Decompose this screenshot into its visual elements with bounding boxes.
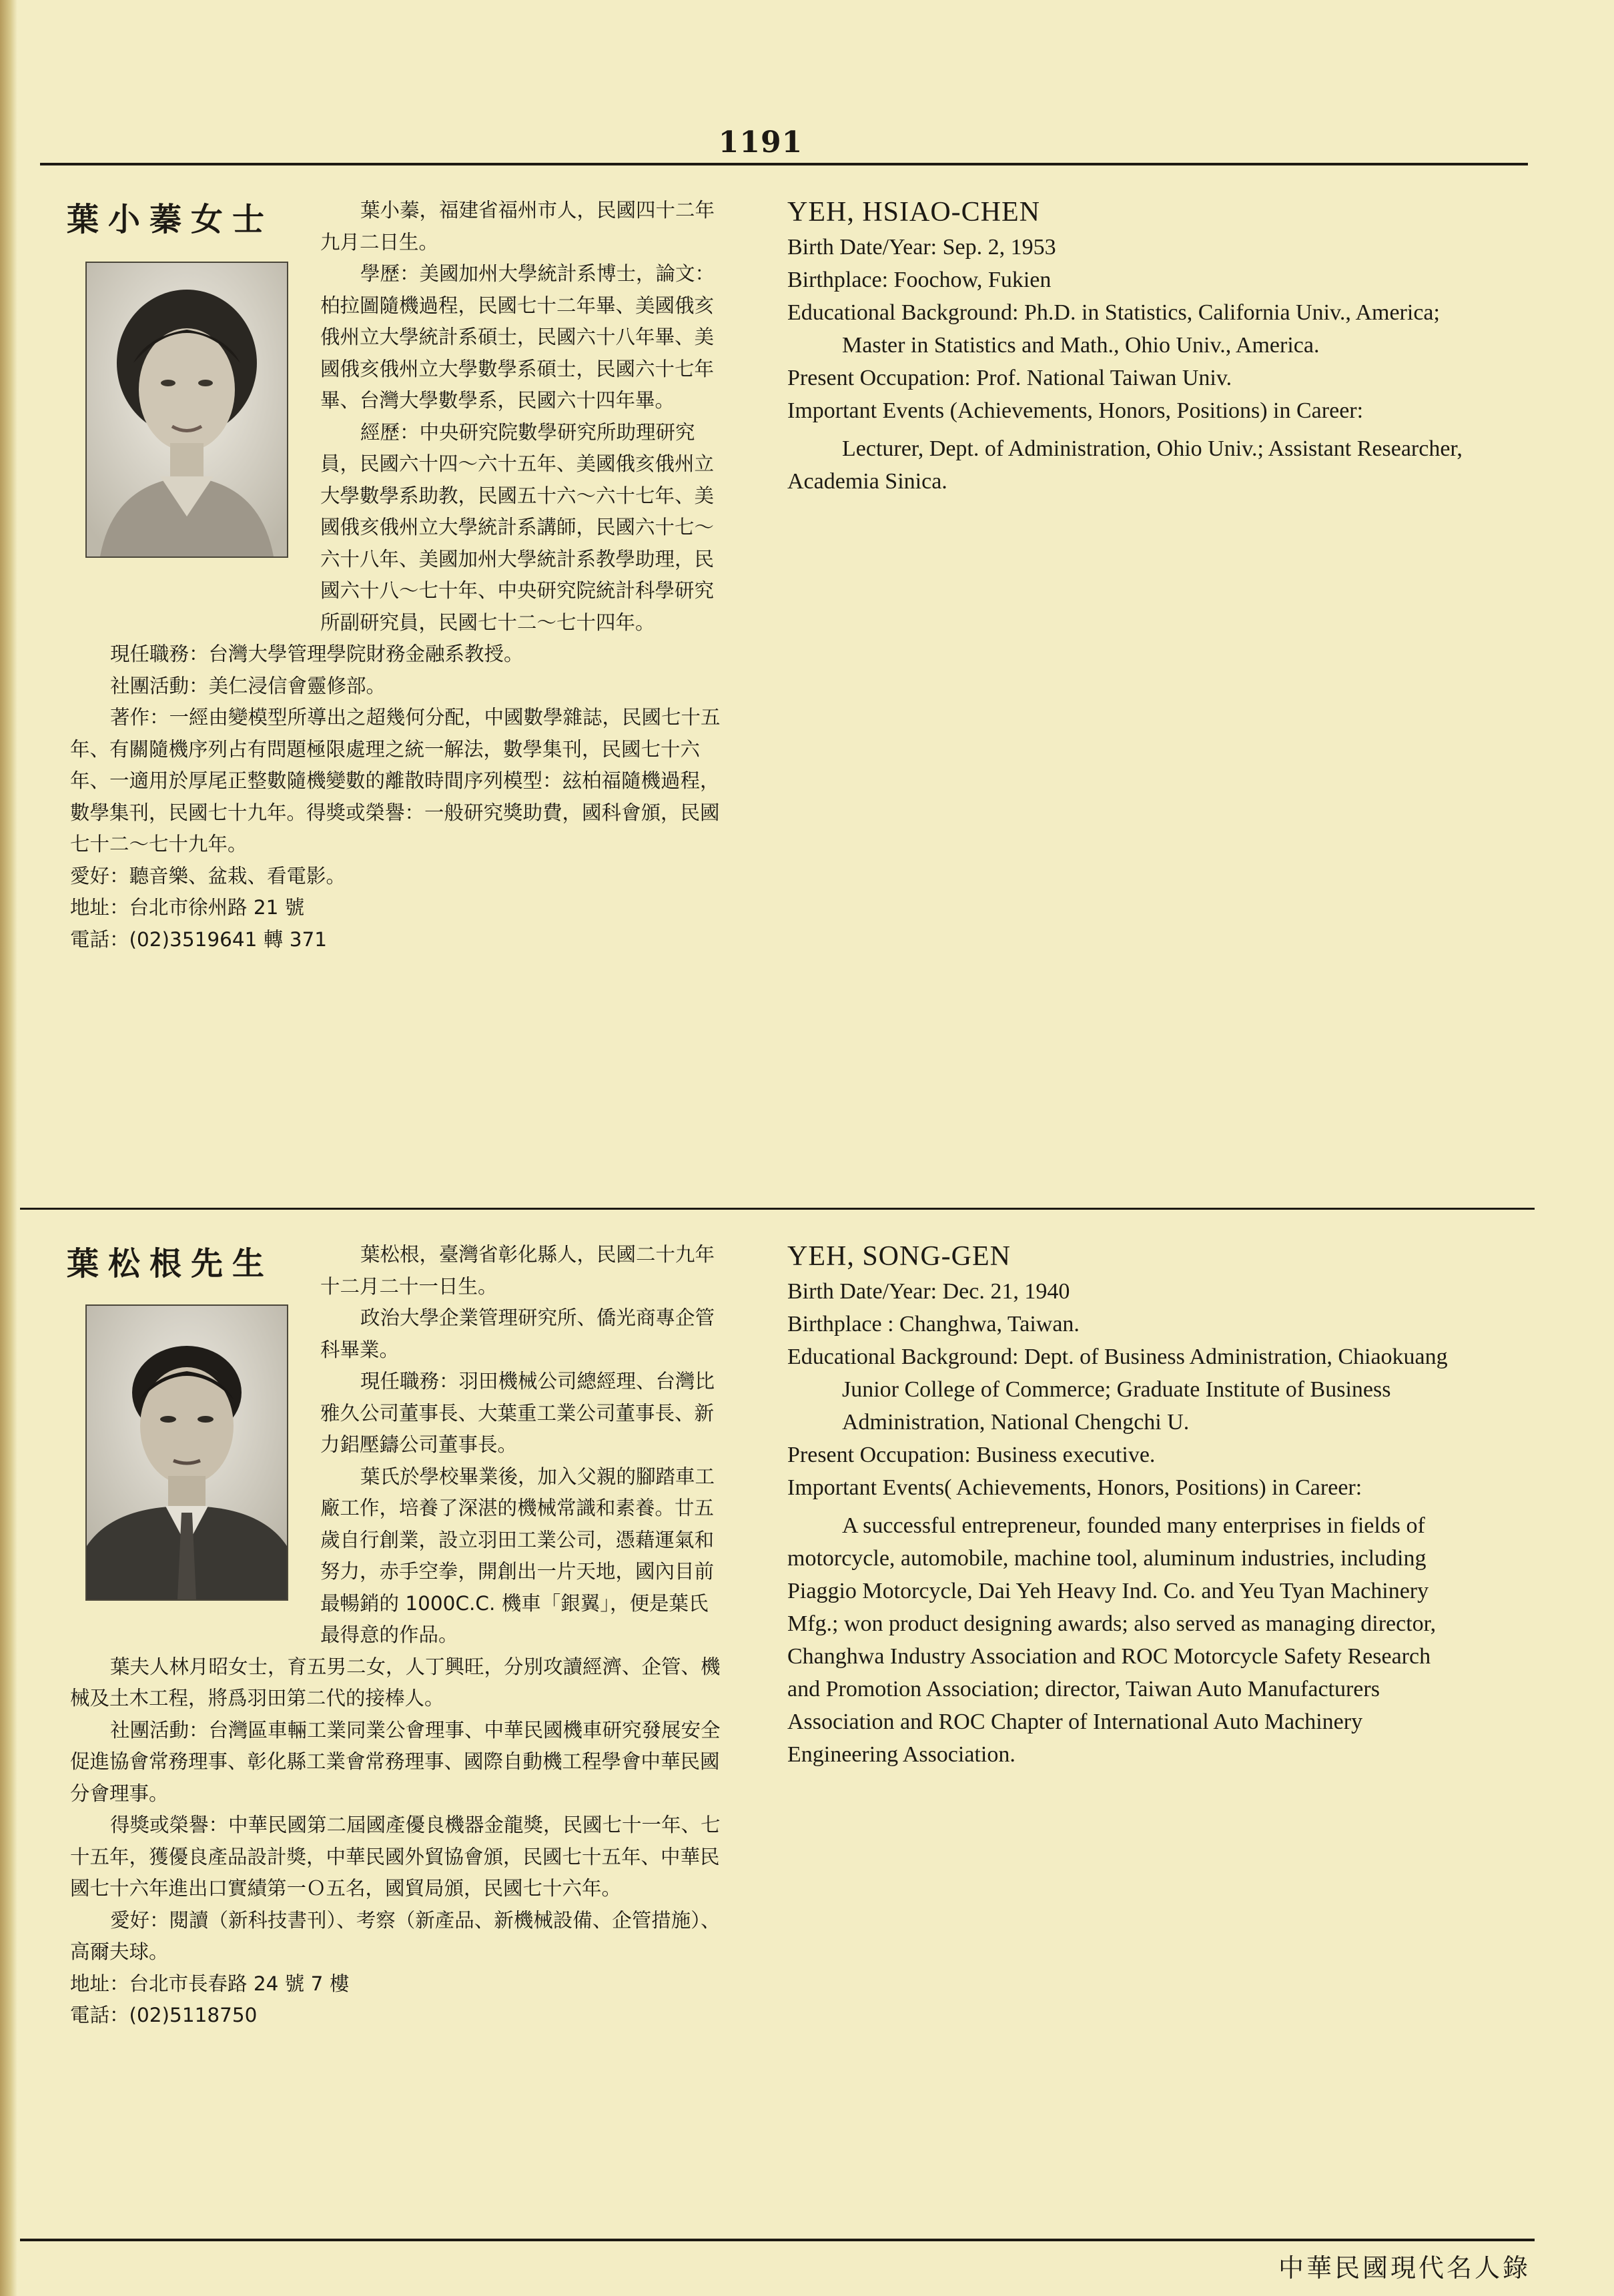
cn-paragraph-works: 著作：一經由變模型所導出之超幾何分配，中國數學雜誌，民國七十五年、有關隨機序列占有問題極限處理之統一解法，數學集刊，民國七十六年、一適用於厚尾正整數隨機變數的離散時間序列模型：玆柏福隨機過程，數學集刊，民國七十九年。得獎或榮譽：一般研究獎助費，國科會頒，民國七十二～七十九年。 [70, 706, 721, 855]
en-occupation: Present Occupation: Prof. National Taiwan Univ. [787, 366, 1232, 390]
cn-paragraph-family: 葉夫人林月昭女士，育五男二女，人丁興旺，分別攻讀經濟、企管、機械及土木工程，將爲羽田第二代的接棒人。 [70, 1655, 721, 1709]
cn-biography [70, 195, 724, 955]
footer-rule [20, 2239, 1535, 2241]
cn-paragraph-experience: 經歷：中央研究院數學研究所助理研究員，民國六十四～六十五年、美國俄亥俄州立大學數學系助教，民國五十六～六十七年、美國俄亥俄州立大學統計系講師，民國六十七～六十八年、美國加州大學統計系教學助理，民國六十八～七十年、中央研究院統計科學研究所副研究員，民國七十二～七十四年。 [320, 420, 715, 634]
cn-paragraph-hobbies: 愛好：聽音樂、盆栽、看電影。 [70, 864, 346, 887]
cn-paragraph: 葉松根，臺灣省彰化縣人，民國二十九年十二月二十一日生。 [320, 1243, 715, 1298]
en-events: Lecturer, Dept. of Administration, Ohio Univ.; Assistant Researcher, Academia Sinica. [787, 436, 1463, 494]
en-name: YEH, SONG-GEN [787, 1241, 1011, 1272]
header-rule [40, 163, 1528, 165]
en-biography [787, 194, 1468, 498]
cn-paragraph-honors: 得獎或榮譽：中華民國第二屆國產優良機器金龍獎，民國七十一年、七十五年，獲優良產品設計獎，中華民國外貿協會頒，民國七十五年、中華民國七十六年進出口實績第一Ｏ五名，國貿局頒，民國七十六年。 [70, 1814, 721, 1900]
book-title-footer: 中華民國現代名人錄 [1278, 2253, 1531, 2283]
cn-paragraph: 葉小蓁，福建省福州市人，民國四十二年九月二日生。 [320, 199, 715, 254]
cn-paragraph-position: 現任職務：羽田機械公司總經理、台灣比雅久公司董事長、大葉重工業公司董事長、新力鋁壓鑄公司董事長。 [320, 1370, 715, 1456]
cn-paragraph-activities: 社團活動：美仁浸信會靈修部。 [110, 674, 386, 697]
entry-divider [20, 1208, 1535, 1210]
cn-paragraph-phone: 電話：(02)3519641 轉 371 [70, 927, 327, 951]
cn-paragraph-education: 政治大學企業管理研究所、僑光商專企管科畢業。 [320, 1306, 715, 1361]
cn-paragraph-address: 地址：台北市徐州路 21 號 [70, 896, 305, 919]
cn-name: 葉小蓁女士 [67, 201, 274, 238]
en-birthplace: Birthplace : Changhwa, Taiwan. [787, 1312, 1080, 1336]
en-occupation: Present Occupation: Business executive. [787, 1443, 1156, 1467]
cn-biography [70, 1239, 724, 2032]
en-education: Educational Background: Ph.D. in Statistics, California Univ., America; Master in Statistics and Math., Ohio Univ., America. [787, 300, 1440, 358]
page-number: 1191 [718, 125, 803, 159]
en-birth-date: Birth Date/Year: Dec. 21, 1940 [787, 1279, 1070, 1304]
cn-paragraph-address: 地址：台北市長春路 24 號 7 樓 [70, 1972, 350, 1995]
cn-name: 葉松根先生 [67, 1245, 274, 1282]
page-binding-edge [0, 0, 17, 2296]
cn-paragraph-career: 葉氏於學校畢業後，加入父親的腳踏車工廠工作，培養了深湛的機械常識和素養。廿五歲自行創業，設立羽田工業公司，憑藉運氣和努力，赤手空拳，開創出一片天地，國內目前最暢銷的 1000C.C. 機車「銀翼」，便是葉氏最得意的作品。 [320, 1465, 715, 1646]
en-education: Educational Background: Dept. of Business Administration, Chiaokuang Junior College of Commerce; Graduate Institute of Business Administration, National Chengchi U. [787, 1345, 1448, 1435]
cn-paragraph-education: 學歷：美國加州大學統計系博士，論文：柏拉圖隨機過程，民國七十二年畢、美國俄亥俄州立大學統計系碩士，民國六十八年畢、美國俄亥俄州立大學數學系碩士，民國六十七年畢、台灣大學數學系，民國六十四年畢。 [320, 262, 715, 412]
en-events: A successful entrepreneur, founded many enterprises in fields of motorcycle, automobile, machine tool, aluminum industries, including Piaggio Motorcycle, Dai Yeh Heavy Ind. Co. and Yeu Tyan Machinery Mfg.; won product designing awards; also served as managing director, Changhwa Industry Association and ROC Motorcycle Safety Research and Promotion Association; director, Taiwan Auto Manufacturers Association and ROC Chapter of International Auto Machinery Engineering Association. [787, 1513, 1437, 1767]
cn-paragraph-position: 現任職務：台灣大學管理學院財務金融系教授。 [110, 643, 524, 665]
en-events-label: Important Events( Achievements, Honors, Positions) in Career: [787, 1475, 1362, 1500]
en-birth-date: Birth Date/Year: Sep. 2, 1953 [787, 235, 1056, 260]
cn-paragraph-phone: 電話：(02)5118750 [70, 2004, 258, 2026]
en-events-label: Important Events (Achievements, Honors, Positions) in Career: [787, 398, 1364, 423]
en-birthplace: Birthplace: Foochow, Fukien [787, 268, 1052, 292]
cn-paragraph-hobbies: 愛好：閱讀（新科技書刊）、考察（新產品、新機械設備、企管措施）、高爾夫球。 [70, 1908, 721, 1963]
cn-paragraph-activities: 社團活動：台灣區車輛工業同業公會理事、中華民國機車研究發展安全促進協會常務理事、彰化縣工業會常務理事、國際自動機工程學會中華民國分會理事。 [70, 1718, 721, 1805]
en-biography [787, 1238, 1468, 1771]
en-name: YEH, HSIAO-CHEN [787, 197, 1040, 228]
